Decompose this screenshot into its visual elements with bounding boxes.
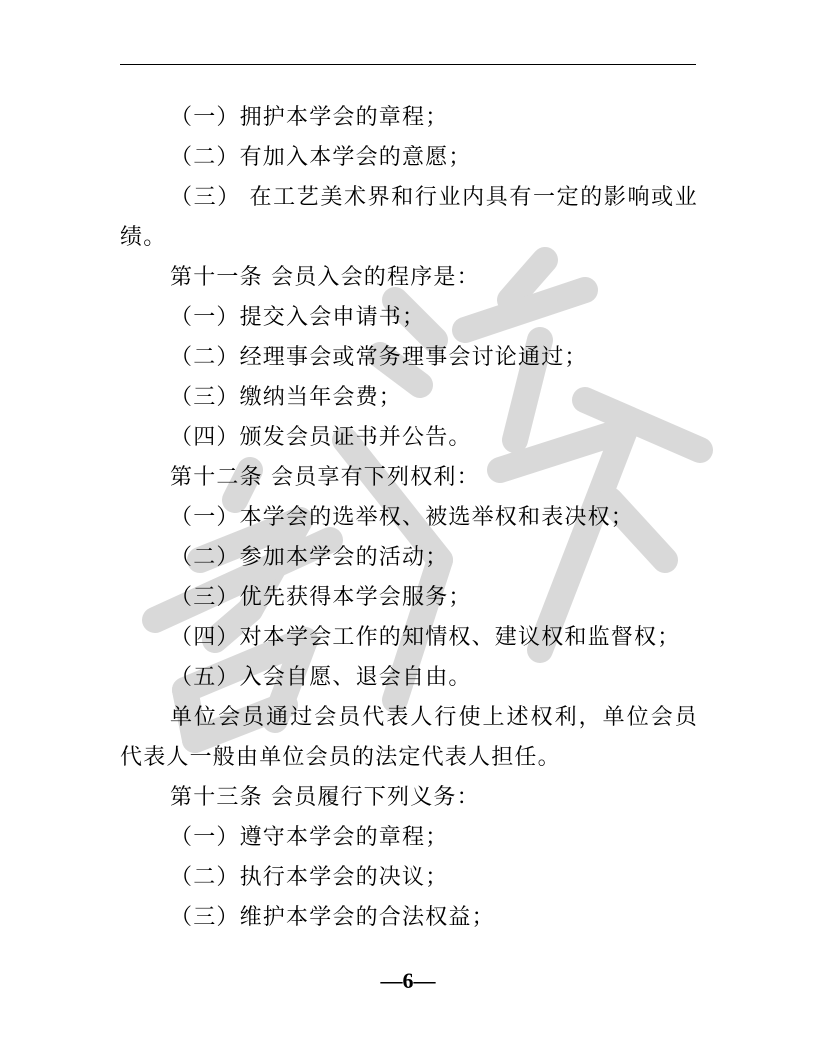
document-body xyxy=(120,98,698,938)
paragraph: （三）维护本学会的合法权益； xyxy=(170,905,495,930)
paragraph: 单位会员通过会员代表人行使上述权利，单位会员 xyxy=(170,705,698,730)
paragraph: （二）经理事会或常务理事会讨论通过； xyxy=(170,345,588,370)
article-heading: 第十二条 会员享有下列权利： xyxy=(170,465,480,490)
header-rule xyxy=(120,64,696,65)
paragraph: （四）对本学会工作的知情权、建议权和监督权； xyxy=(170,625,681,650)
paragraph: （一）本学会的选举权、被选举权和表决权； xyxy=(170,505,635,530)
paragraph: （一）拥护本学会的章程； xyxy=(170,105,449,130)
paragraph: 代表人一般由单位会员的法定代表人担任。 xyxy=(120,745,561,770)
paragraph: （四）颁发会员证书并公告。 xyxy=(170,425,472,450)
paragraph: （五）入会自愿、退会自由。 xyxy=(170,665,472,690)
paragraph: （三） 在工艺美术界和行业内具有一定的影响或业 xyxy=(170,185,698,210)
article-heading: 第十三条 会员履行下列义务： xyxy=(170,785,480,810)
paragraph: （三）缴纳当年会费； xyxy=(170,385,403,410)
paragraph: （三）优先获得本学会服务； xyxy=(170,585,472,610)
paragraph: （一）提交入会申请书； xyxy=(170,305,426,330)
paragraph: （一）遵守本学会的章程； xyxy=(170,825,449,850)
paragraph: （二）有加入本学会的意愿； xyxy=(170,145,472,170)
paragraph: （二）参加本学会的活动； xyxy=(170,545,449,570)
paragraph: 绩。 xyxy=(120,225,167,250)
page-number: —6— xyxy=(380,968,436,993)
article-heading: 第十一条 会员入会的程序是： xyxy=(170,265,480,290)
paragraph: （二）执行本学会的决议； xyxy=(170,865,449,890)
